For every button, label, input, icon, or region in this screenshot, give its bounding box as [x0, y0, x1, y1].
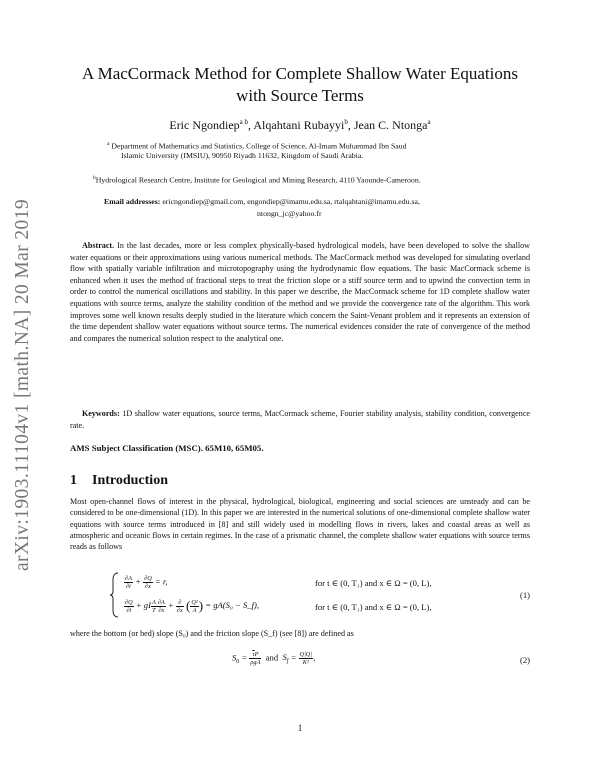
section-title: Introduction: [92, 473, 168, 488]
equation-1-condition-2: for t ∈ (0, T₁) and x ∈ Ω = (0, L),: [315, 602, 432, 612]
affiliation-b-sup: b: [93, 175, 96, 181]
affiliation-a-sup: a: [107, 141, 110, 147]
affiliation-a-line-1: Department of Mathematics and Statistics, College of Science, Al-Imam Muhammad Ibn Saud: [111, 141, 407, 151]
affiliation-b: [93, 173, 421, 186]
equation-1-line-2: $\frac{\partial Q}{\partial t}$ + gI $\frac{A}{T}$ $\frac{\partial A}{\partial x}$ + $\frac{\partial}{\partial x}$ ( $\frac{\text{Q²}}{A}$ ) = gA(S₀ − S_f),: [125, 598, 259, 614]
intro-paragraph: Most open-channel flows of interest in the physical, hydrological, biological, engineering and social sciences are unsteady and can be considered to be one-dimensional (1D). In this paper we are interested in the numerical solutions of one-dimensional complete shallow water equations with source terms introduced in [8] and still widely used in modelling flows in rivers, lakes and coastal areas as well as atmospheric and oceanic flows in certain regimes. In the case of a prismatic channel, the complete shallow water equations with source terms reads as follows: [70, 497, 530, 552]
equation-1: [110, 570, 530, 620]
section-heading: [70, 473, 168, 489]
msc-codes: 65M10, 65M05.: [205, 443, 264, 453]
title-line-1: A MacCormack Method for Complete Shallow Water Equations: [82, 64, 518, 83]
paper-title: [70, 63, 530, 107]
equation-2-number: (2): [519, 655, 530, 665]
keywords-text: 1D shallow water equations, source terms, MacCormack scheme, Fourier stability analysis, stability condition, convergence rate.: [70, 409, 530, 430]
equation-2: $S_0$ = $\frac{\overline{\tau}P}{\text{ρgA}}$ and $S_f$ = $\frac{Q|Q|}{\text{K²}}$ , (2): [232, 651, 530, 666]
author-3: Jean C. Ntonga: [353, 118, 428, 132]
equation-1-brace: [110, 572, 120, 618]
email-label: Email addresses:: [104, 197, 161, 206]
equation-2-and: and: [265, 652, 279, 663]
affiliation-b-line-1: Hydrological Research Centre, Institute for Geological and Mining Research, 4110 Yaounde-Cameroon.: [95, 175, 421, 185]
equation-2-intro: where the bottom (or bed) slope (S₀) and the friction slope (S_f) (see [8]) are defined as: [70, 629, 354, 638]
equation-1-line-1-rhs: = r,: [154, 576, 168, 587]
abstract: [70, 240, 530, 344]
affiliation-a-line-2: Islamic University (IMSIU), 90950 Riyadh 11632, Kingdom of Saudi Arabia.: [121, 151, 364, 160]
keywords: [70, 408, 530, 431]
author-1: Eric Ngondiep: [169, 118, 240, 132]
equation-1-number: (1): [519, 590, 530, 600]
email-line-2: ntongn_jc@yahoo.fr: [257, 209, 322, 218]
arxiv-stamp: [8, 170, 38, 600]
equation-1-line-1: $\frac{\partial A}{\partial t}$ + $\frac{\partial Q}{\partial x}$ = r,: [125, 575, 168, 590]
keywords-label: Keywords:: [82, 409, 120, 418]
msc-label: AMS Subject Classification (MSC).: [70, 443, 203, 453]
email-block: [104, 196, 420, 207]
email-line-1: ericngondiep@gmail.com, engondiep@imamu.edu.sa, rtalqahtani@imamu.edu.sa,: [162, 197, 420, 206]
abstract-text: In the last decades, more or less complex physically-based hydrological models, have been developed to solve the shallow water equations or their approximations using various numerical methods. The MacCormack method was developed for simulating overland flow with spatially variable infiltration and microtopography using the hydrodynamic flow equations. The basic MacCormack scheme is enhanced when it uses the method of fractional steps to treat the friction slope or a stiff source term and to upwind the convection term in order to control the numerical oscillations and stability. In this paper we describe, the MacCormack scheme for 1D complete shallow water equations with source terms, analyze the stability condition of the method and we provide the convergence rate of the algorithm. This work improves some well known results deeply studied in the literature which concern the Saint-Venant problem and it represents an extension of the time dependent shallow water equations without source terms. The numerical evidences consider the rate of convergence of the method and compares the numerical solution respect to the analytical one.: [70, 241, 530, 343]
author-2: Alqahtani Rubayyi: [253, 118, 345, 132]
author-3-affil: a: [427, 118, 431, 126]
section-number: 1: [70, 473, 77, 488]
author-list: Eric Ngondiep$^{a b}$, Alqahtani Rubayyi$^b$, Jean C. Ntonga$^a$: [169, 118, 431, 132]
msc-classification: [70, 443, 530, 453]
abstract-label: Abstract.: [82, 241, 115, 250]
equation-1-line-2-rhs: = gA(S₀ − S_f),: [205, 599, 259, 610]
author-1-affil: a b: [239, 118, 249, 126]
arxiv-id: arXiv:1903.11104v1 [math.NA] 20 Mar 2019: [12, 199, 33, 571]
author-2-affil: b: [344, 118, 348, 126]
page-number: 1: [297, 723, 303, 733]
equation-1-condition-1: for t ∈ (0, T₁) and x ∈ Ω = (0, L),: [315, 578, 432, 588]
title-line-2: with Source Terms: [236, 86, 364, 105]
